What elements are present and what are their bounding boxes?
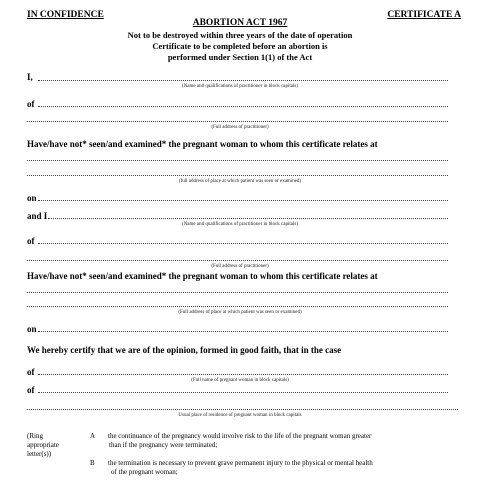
date2-field[interactable] — [38, 331, 448, 332]
practitioner1-name-field[interactable] — [38, 80, 448, 81]
i-label: I, — [27, 72, 33, 82]
option-b-line-2: of the pregnant woman; — [111, 468, 178, 476]
confidential-label: IN CONFIDENCE — [27, 10, 104, 20]
option-a-text — [108, 432, 458, 450]
practitioner1-name-caption: (Name and qualifications of practitioner in block capitals) — [182, 84, 298, 89]
option-a-line-2: than if the pregnancy were terminated; — [109, 441, 218, 449]
of-label-4: of — [27, 385, 35, 395]
residence-field[interactable] — [38, 392, 448, 393]
woman-name-caption: (Full name of pregnant woman in block capitals) — [191, 378, 289, 383]
ring-instruction — [27, 432, 59, 459]
certificate-label: CERTIFICATE A — [387, 10, 461, 20]
practitioner1-address-field[interactable] — [38, 106, 448, 107]
practitioner1-address-caption: (Full address of practitioner) — [211, 125, 269, 130]
place1-field-2[interactable] — [27, 175, 448, 176]
on-label-1: on — [27, 193, 37, 203]
woman-name-field[interactable] — [38, 374, 448, 375]
examination-statement-1: Have/have not* seen/and examined* the pregnant woman to whom this certificate relates at — [27, 139, 378, 149]
and-i-label: and I — [27, 211, 48, 221]
title-line-3: performed under Section 1(1) of the Act — [167, 52, 313, 62]
ring-line-2: appropriate — [27, 441, 59, 449]
place2-field-2[interactable] — [27, 306, 448, 307]
title-line-2: Certificate to be completed before an abortion is — [152, 41, 328, 51]
of-label-3: of — [27, 367, 35, 377]
place2-caption: (Full address of place at which patient was seen or examined) — [178, 310, 302, 315]
practitioner2-address-field-2[interactable] — [27, 260, 448, 261]
examination-statement-2: Have/have not* seen/and examined* the pregnant woman to whom this certificate relates at — [27, 271, 378, 281]
of-label-2: of — [27, 236, 35, 246]
ring-line-3: letter(s)) — [27, 450, 52, 458]
practitioner2-name-field[interactable] — [48, 218, 448, 219]
act-title: ABORTION ACT 1967 — [192, 18, 288, 28]
option-b-line-1: the termination is necessary to prevent grave permanent injury to the physical or mental health — [108, 459, 373, 467]
ring-line-1: (Ring — [27, 432, 43, 440]
practitioner2-address-field[interactable] — [38, 243, 448, 244]
practitioner2-name-caption: (Name and qualifications of practitioner in block capitals) — [182, 222, 298, 227]
place2-field[interactable] — [27, 292, 448, 293]
certify-statement: We hereby certify that we are of the opinion, formed in good faith, that in the case — [27, 345, 342, 355]
practitioner2-address-caption: (Full address of practitioner) — [211, 264, 269, 269]
place1-field[interactable] — [27, 160, 448, 161]
date1-field[interactable] — [38, 200, 448, 201]
residence-caption: Usual place of residence of pregnant woman in block capitals — [178, 413, 302, 418]
on-label-2: on — [27, 324, 37, 334]
practitioner1-address-field-2[interactable] — [27, 121, 448, 122]
option-a-line-1: the continuance of the pregnancy would involve risk to the life of the pregnant woman greater — [108, 432, 372, 440]
residence-field-2[interactable] — [27, 409, 458, 410]
of-label-1: of — [27, 99, 35, 109]
option-b-text — [108, 459, 458, 477]
retention-notice: Not to be destroyed within three years of the date of operation — [127, 30, 353, 40]
option-a-letter[interactable]: A — [90, 432, 96, 440]
place1-caption: (full address of place at which patient was seen or examined) — [178, 179, 302, 184]
option-b-letter[interactable]: B — [90, 459, 95, 467]
